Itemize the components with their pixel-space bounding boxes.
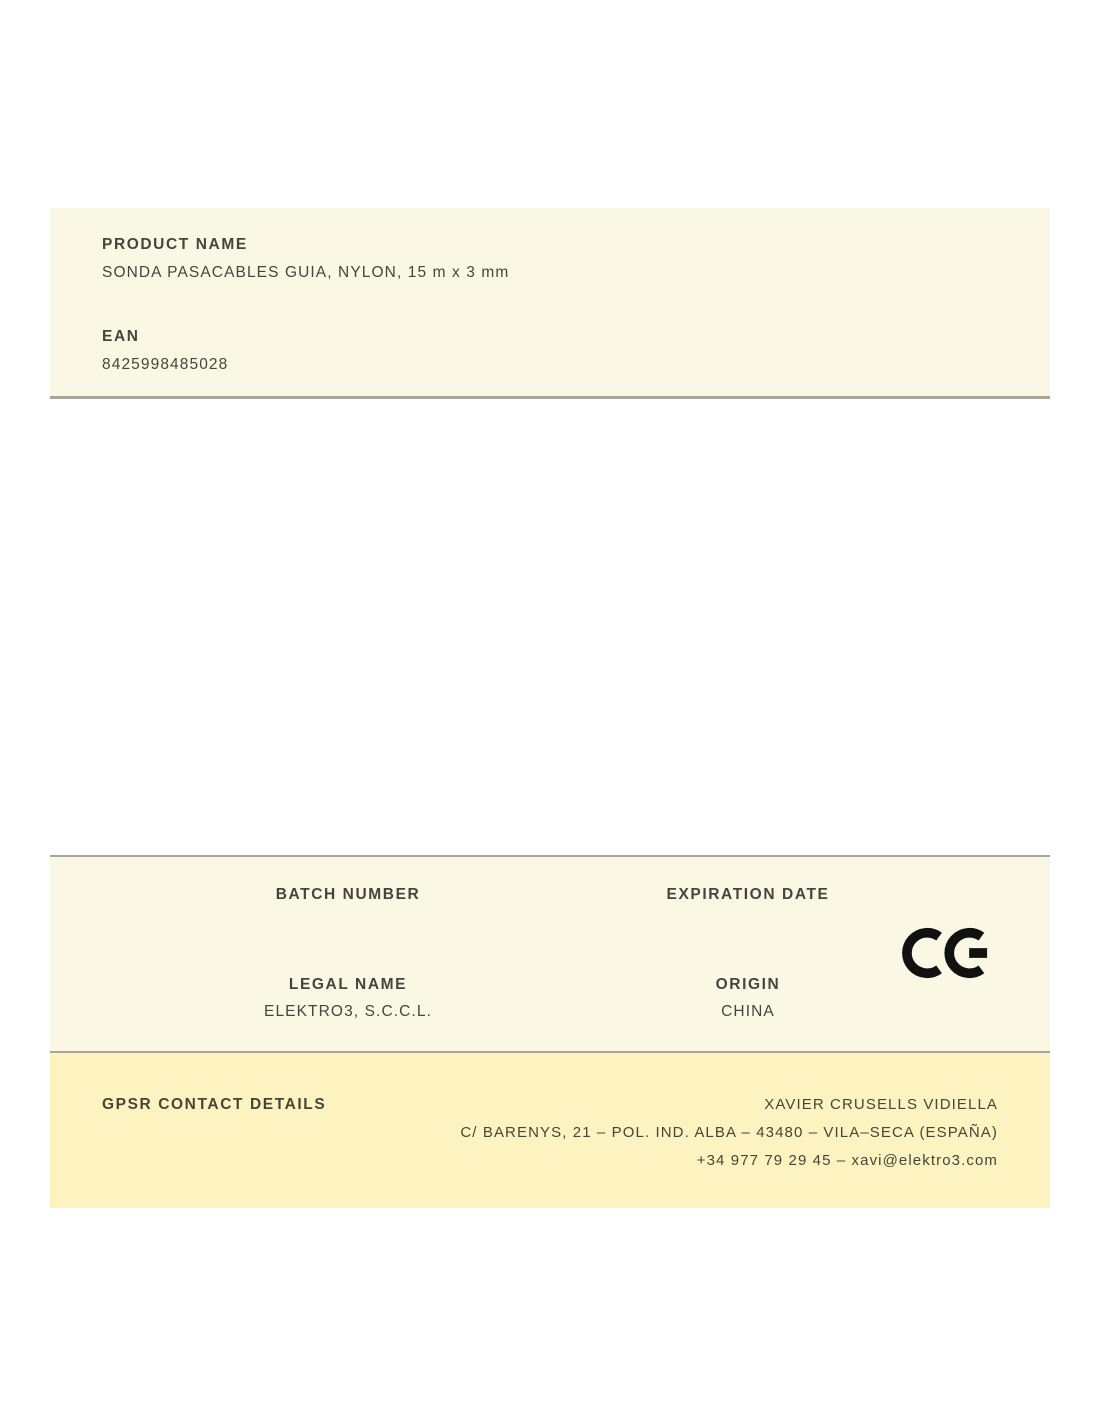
origin-label: ORIGIN <box>715 976 781 993</box>
legal-name-value: ELEKTRO3, S.C.C.L. <box>264 1003 432 1020</box>
batch-number-label: BATCH NUMBER <box>275 886 421 903</box>
product-name-field <box>102 236 998 281</box>
legal-name-label: LEGAL NAME <box>288 976 408 993</box>
origin-value: CHINA <box>721 1003 775 1020</box>
ean-field <box>102 328 998 373</box>
product-name-value: SONDA PASACABLES GUIA, NYLON, 15 m x 3 mm <box>102 264 510 281</box>
expiration-date-label: EXPIRATION DATE <box>666 886 830 903</box>
ce-mark-icon <box>902 923 994 983</box>
traceability-left-column <box>148 857 548 1020</box>
product-section <box>50 208 1050 399</box>
traceability-right-column <box>548 857 948 1020</box>
ean-value: 8425998485028 <box>102 356 229 373</box>
gpsr-contact-name: XAVIER CRUSELLS VIDIELLA <box>764 1096 998 1113</box>
gpsr-contact-block <box>460 1096 998 1169</box>
gpsr-section <box>50 1053 1050 1208</box>
ean-label: EAN <box>102 328 140 345</box>
traceability-section <box>50 855 1050 1053</box>
gpsr-contact-address: C/ BARENYS, 21 – POL. IND. ALBA – 43480 – VILA–SECA (ESPAÑA) <box>460 1124 998 1141</box>
gpsr-contact-phone-email: +34 977 79 29 45 – xavi@elektro3.com <box>696 1152 998 1169</box>
gpsr-contact-details-label: GPSR CONTACT DETAILS <box>102 1096 327 1113</box>
product-name-label: PRODUCT NAME <box>102 236 248 253</box>
